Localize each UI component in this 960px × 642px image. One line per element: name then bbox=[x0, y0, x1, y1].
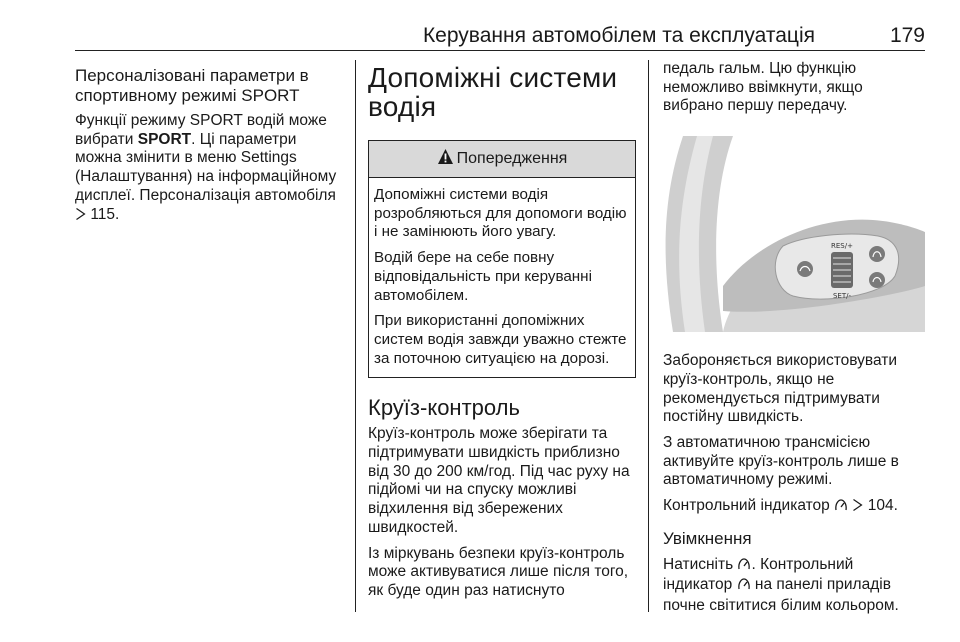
cruise-on-button-image bbox=[869, 246, 885, 262]
res-label: RES/+ bbox=[831, 242, 853, 251]
text: Функції режиму SPORT водій може вибрати bbox=[75, 112, 327, 148]
column-divider bbox=[648, 60, 649, 612]
column-divider bbox=[355, 60, 356, 612]
warning-paragraph: Допоміжні системи водія розробляються для допомоги водію і не замінюють його увагу. bbox=[374, 186, 627, 241]
page-header bbox=[75, 22, 925, 50]
cancel-button-image bbox=[797, 261, 813, 277]
paragraph bbox=[663, 497, 925, 518]
section-heading: Круїз-контроль bbox=[368, 395, 520, 421]
bold-text: SPORT bbox=[137, 130, 192, 148]
warning-paragraph: Водій бере на себе повну відповідальність при керуванні автомобілем. bbox=[374, 249, 592, 304]
page-reference-icon bbox=[75, 207, 86, 227]
page-reference: 115. bbox=[90, 205, 120, 223]
paragraph: Круїз-контроль може зберігати та підтримувати швидкість приблизно від 30 до 200 км/год. Під час руху на підйомі чи на спуску можливі відхилення від збережених швидкостей. bbox=[368, 425, 630, 536]
cruise-control-icon bbox=[834, 499, 848, 518]
header-rule bbox=[75, 50, 925, 51]
paragraph: З автоматичною трансмісією активуйте круїз-контроль лише в автоматичному режимі. bbox=[663, 433, 899, 489]
steering-wheel-controls-image bbox=[663, 136, 925, 332]
text: на панелі приладів почне світитися білим кольором. bbox=[663, 576, 899, 615]
paragraph: Із міркувань безпеки круїз-контроль може активуватися лише після того, як буде один раз натиснуто bbox=[368, 544, 629, 599]
warning-title: Попередження bbox=[456, 150, 568, 167]
section-heading: Персоналізовані параметри в спортивному режимі SPORT bbox=[75, 66, 309, 105]
text: . Ці параметри можна змінити в меню Settings (Налаштування) на інформаційному дисплеї. Персоналізація автомобіля bbox=[75, 130, 337, 204]
header-title: Керування автомобілем та експлуатація bbox=[422, 24, 815, 47]
warning-header bbox=[369, 141, 635, 178]
warning-paragraph: При використанні допоміжних систем водія завжди уважно стежте за поточною ситуацією на дорозі. bbox=[374, 312, 627, 367]
page-number: 179 bbox=[889, 24, 925, 47]
section-heading: Увімкнення bbox=[663, 528, 752, 548]
text: . Контрольний індикатор bbox=[663, 555, 854, 594]
paragraph: Забороняється використовувати круїз-контроль, якщо не рекомендується підтримувати постійну швидкість. bbox=[663, 352, 897, 426]
text: Контрольний індикатор bbox=[663, 497, 830, 515]
page-reference: 104. bbox=[867, 497, 898, 515]
chapter-heading: Допоміжні системи водія bbox=[368, 62, 618, 122]
column-2 bbox=[368, 60, 636, 608]
cruise-control-icon bbox=[737, 558, 751, 577]
column-3 bbox=[663, 60, 925, 623]
page-reference-icon bbox=[852, 498, 863, 518]
cruise-thumbwheel bbox=[831, 252, 853, 288]
limiter-button-image bbox=[869, 272, 885, 288]
warning-body bbox=[369, 178, 635, 377]
column-1 bbox=[75, 60, 345, 233]
warning-icon bbox=[437, 148, 454, 170]
warning-box bbox=[368, 140, 636, 378]
paragraph: педаль гальм. Цю функцію неможливо ввімкнути, якщо вибрано першу передачу. bbox=[663, 60, 863, 115]
paragraph bbox=[75, 112, 345, 226]
cruise-control-icon bbox=[737, 578, 751, 597]
paragraph bbox=[663, 556, 925, 616]
set-label: SET/- bbox=[832, 292, 852, 301]
text: Натисніть bbox=[663, 555, 734, 573]
